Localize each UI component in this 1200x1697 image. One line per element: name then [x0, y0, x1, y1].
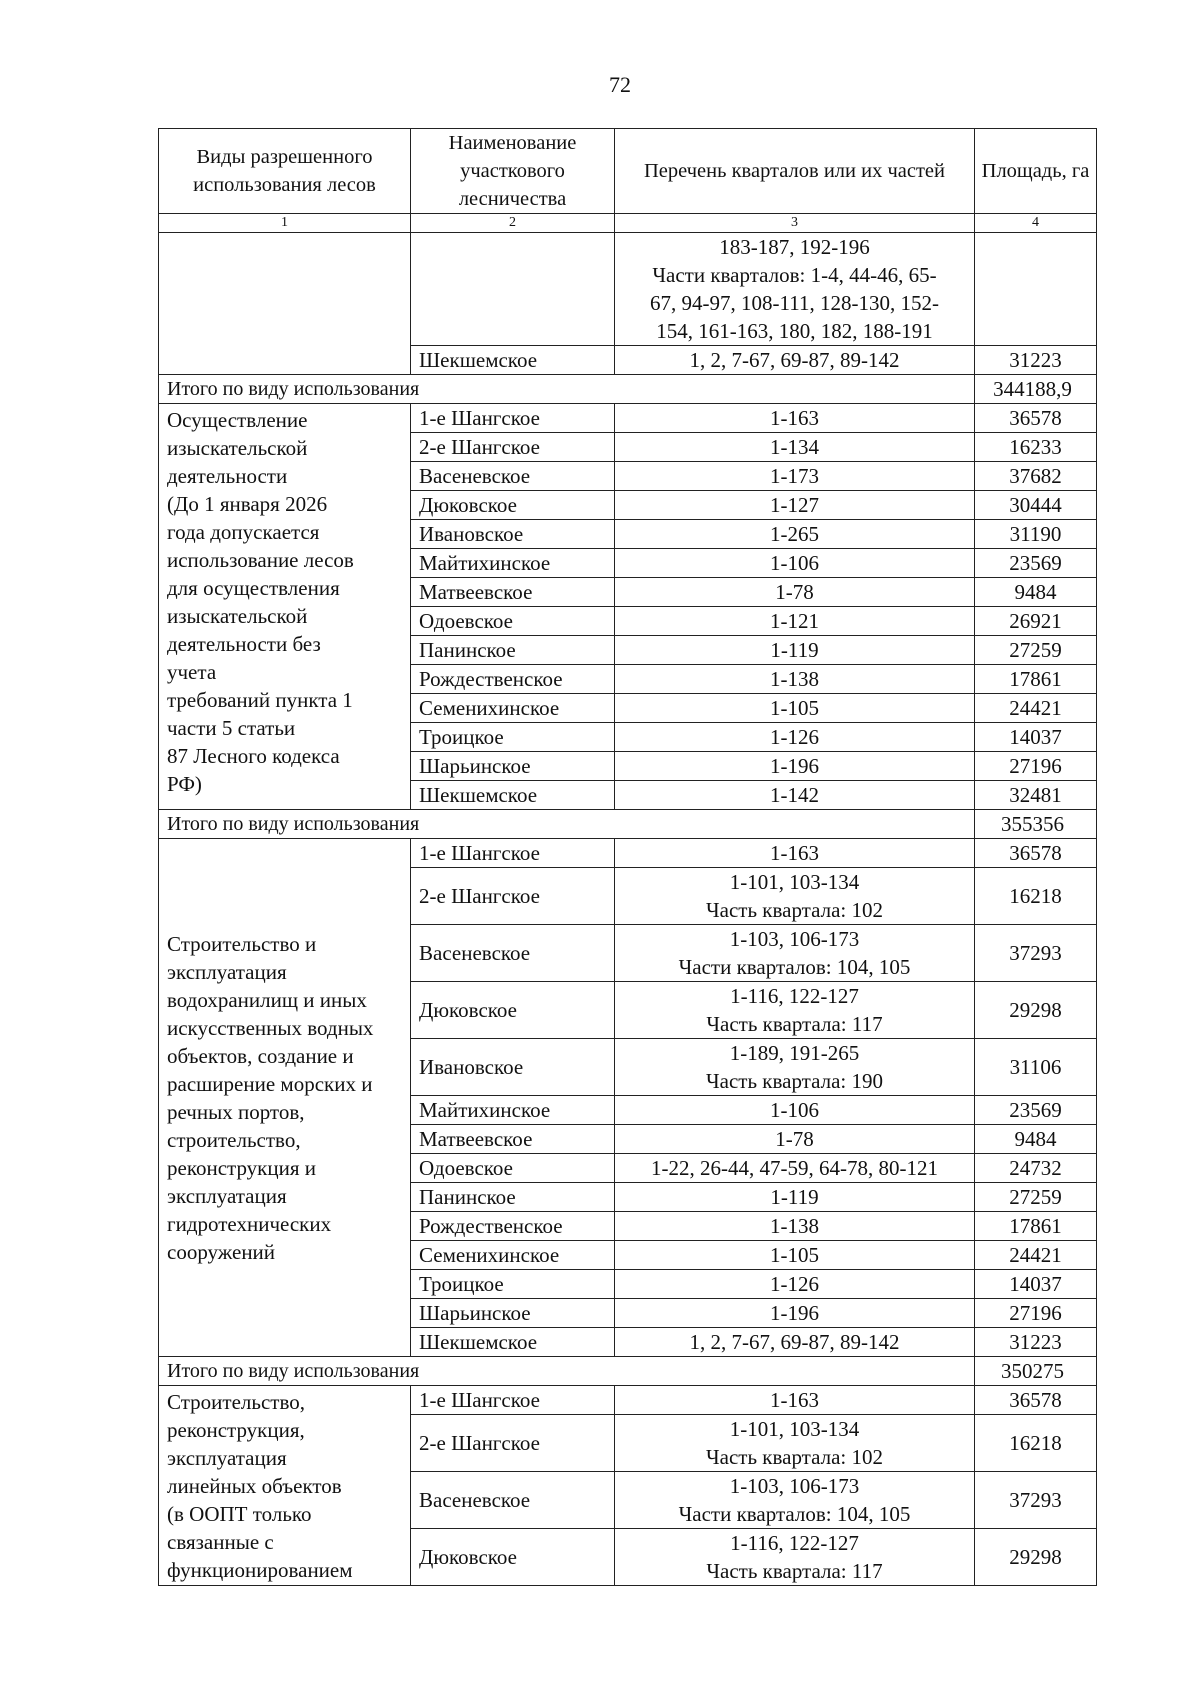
quarters-line: 1-105	[770, 1243, 819, 1267]
forestry-name-cell	[411, 233, 615, 346]
quarters-line: 1-163	[770, 841, 819, 865]
forestry-name-cell: Ивановское	[411, 520, 615, 549]
area-cell: 29298	[975, 1529, 1097, 1586]
use-type-line: искусственных водных	[167, 1015, 374, 1040]
forestry-name-cell: Дюковское	[411, 1529, 615, 1586]
quarters-line: Часть квартала: 117	[706, 1012, 883, 1036]
quarters-line: 1-196	[770, 1301, 819, 1325]
total-value: 355356	[975, 810, 1097, 839]
use-type-line: (До 1 января 2026	[167, 492, 328, 516]
use-type-line: для осуществления	[167, 576, 340, 600]
quarters-cell: 1-138	[615, 665, 975, 694]
use-type-line: использование лесов	[167, 548, 354, 572]
use-type-line: водохранилищ и иных	[167, 987, 367, 1012]
quarters-cell	[615, 1039, 975, 1096]
column-number-2: 2	[411, 214, 615, 233]
quarters-line: Часть квартала: 102	[705, 898, 883, 922]
quarters-line: 1-106	[770, 1098, 819, 1122]
area-cell: 36578	[975, 1386, 1097, 1415]
forestry-name-cell: Семенихинское	[411, 694, 615, 723]
use-type-line: речных портов,	[167, 1099, 305, 1124]
area-cell: 9484	[975, 1125, 1097, 1154]
use-type-line: объектов, создание и	[167, 1043, 354, 1068]
forestry-name-cell: Васеневское	[411, 925, 615, 982]
forestry-name-cell: Семенихинское	[411, 1241, 615, 1270]
quarters-line: 1-101, 103-134	[729, 1417, 860, 1441]
area-cell: 27259	[975, 1183, 1097, 1212]
use-type-line: строительство,	[167, 1127, 301, 1152]
table-row	[159, 1386, 1097, 1415]
use-type-line: 87 Лесного кодекса	[167, 744, 340, 768]
use-type-line: связанные с	[167, 1530, 274, 1554]
quarters-line: Часть квартала: 190	[705, 1069, 883, 1093]
forestry-name-cell: Матвеевское	[411, 1125, 615, 1154]
use-type-line: учета	[167, 660, 217, 684]
area-cell: 27196	[975, 1299, 1097, 1328]
area-cell: 14037	[975, 723, 1097, 752]
forestry-name-cell: Панинское	[411, 636, 615, 665]
forestry-name-cell: 1-е Шангское	[411, 839, 615, 868]
page-number: 72	[609, 72, 631, 97]
quarters-cell: 1-163	[615, 404, 975, 433]
forestry-name-cell: Шекшемское	[411, 346, 615, 375]
quarters-line: 1-163	[770, 1388, 819, 1412]
use-type-line: части 5 статьи	[167, 716, 296, 740]
total-value: 344188,9	[975, 375, 1097, 404]
quarters-cell	[615, 868, 975, 925]
table-column-numbers-row	[159, 214, 1097, 233]
total-row	[159, 375, 1097, 404]
quarters-line: Части кварталов: 104, 105	[678, 1502, 911, 1526]
quarters-cell	[615, 1472, 975, 1529]
quarters-line: 67, 94-97, 108-111, 128-130, 152-	[650, 291, 939, 315]
total-row	[159, 810, 1097, 839]
quarters-cell: 1-121	[615, 607, 975, 636]
area-cell: 32481	[975, 781, 1097, 810]
total-label: Итого по виду использования	[159, 375, 975, 404]
use-type-cell	[159, 404, 411, 810]
table-row	[159, 404, 1097, 433]
quarters-line: Часть квартала: 102	[705, 1445, 883, 1469]
use-type-line: эксплуатация	[167, 959, 287, 984]
use-type-line: Строительство и	[167, 931, 317, 956]
use-type-line: требований пункта 1	[167, 688, 353, 712]
use-type-cell-continued	[159, 233, 411, 375]
quarters-line: 183-187, 192-196	[719, 235, 870, 259]
quarters-cell: 1-127	[615, 491, 975, 520]
forestry-name-cell: Шарьинское	[411, 1299, 615, 1328]
quarters-line: 1-78	[775, 1127, 814, 1151]
use-type-line: деятельности без	[167, 632, 321, 656]
use-type-cell	[159, 839, 411, 1357]
quarters-line: 1-101, 103-134	[729, 870, 860, 894]
quarters-line: Части кварталов: 104, 105	[678, 955, 911, 979]
area-cell	[975, 233, 1097, 346]
use-type-line: сооружений	[167, 1239, 276, 1264]
area-cell: 27259	[975, 636, 1097, 665]
quarters-line: 1-189, 191-265	[729, 1041, 860, 1065]
area-cell: 31223	[975, 1328, 1097, 1357]
area-cell: 31106	[975, 1039, 1097, 1096]
quarters-cell	[615, 925, 975, 982]
quarters-line: 1-119	[770, 1185, 819, 1209]
quarters-cell	[615, 1386, 975, 1415]
header-quarters-list: Перечень кварталов или их частей	[615, 129, 975, 214]
quarters-cell: 1-126	[615, 723, 975, 752]
quarters-cell	[615, 1415, 975, 1472]
area-cell: 26921	[975, 607, 1097, 636]
quarters-cell: 1-78	[615, 578, 975, 607]
quarters-cell	[615, 839, 975, 868]
forestry-name-cell: Одоевское	[411, 607, 615, 636]
quarters-line: 1, 2, 7-67, 69-87, 89-142	[689, 1330, 900, 1354]
area-cell: 37293	[975, 1472, 1097, 1529]
forestry-name-cell: Майтихинское	[411, 1096, 615, 1125]
area-cell: 37293	[975, 925, 1097, 982]
area-cell: 37682	[975, 462, 1097, 491]
header-area: Площадь, га	[975, 129, 1097, 214]
table-row	[159, 839, 1097, 868]
use-type-line: эксплуатация	[167, 1183, 287, 1208]
area-cell: 23569	[975, 1096, 1097, 1125]
quarters-cell	[615, 1096, 975, 1125]
quarters-cell: 1-106	[615, 549, 975, 578]
quarters-cell	[615, 1183, 975, 1212]
forestry-name-cell: Шекшемское	[411, 781, 615, 810]
column-number-4: 4	[975, 214, 1097, 233]
quarters-cell	[615, 1125, 975, 1154]
area-cell: 16233	[975, 433, 1097, 462]
use-type-line: расширение морских и	[167, 1071, 373, 1096]
area-cell: 17861	[975, 1212, 1097, 1241]
use-type-line: эксплуатация	[167, 1446, 287, 1470]
quarters-cell-continued	[615, 233, 975, 346]
use-type-line: реконструкция и	[167, 1155, 316, 1180]
area-cell: 30444	[975, 491, 1097, 520]
use-type-cell	[159, 1386, 411, 1586]
quarters-cell	[615, 1241, 975, 1270]
table-header-row	[159, 129, 1097, 214]
forestry-name-cell: Васеневское	[411, 1472, 615, 1529]
quarters-line: 1-116, 122-127	[730, 984, 859, 1008]
area-cell: 16218	[975, 868, 1097, 925]
use-type-line: РФ)	[167, 772, 202, 796]
quarters-cell	[615, 1299, 975, 1328]
quarters-line: 1-138	[770, 1214, 819, 1238]
total-value: 350275	[975, 1357, 1097, 1386]
total-label: Итого по виду использования	[159, 810, 975, 839]
total-row	[159, 1357, 1097, 1386]
use-type-line: линейных объектов	[167, 1474, 342, 1498]
quarters-cell	[615, 1529, 975, 1586]
area-cell: 17861	[975, 665, 1097, 694]
quarters-cell	[615, 1212, 975, 1241]
forestry-name-cell: 1-е Шангское	[411, 404, 615, 433]
total-label: Итого по виду использования	[159, 1357, 975, 1386]
quarters-cell	[615, 982, 975, 1039]
forest-use-table	[158, 128, 1097, 1586]
forestry-name-cell: Панинское	[411, 1183, 615, 1212]
area-cell: 9484	[975, 578, 1097, 607]
use-type-line: года допускается	[167, 520, 320, 544]
area-cell: 31190	[975, 520, 1097, 549]
use-type-line: реконструкция,	[167, 1418, 305, 1442]
forestry-name-cell: 1-е Шангское	[411, 1386, 615, 1415]
forestry-name-cell: Шарьинское	[411, 752, 615, 781]
use-type-line: функционированием	[167, 1558, 353, 1582]
forestry-name-cell: Троицкое	[411, 723, 615, 752]
forestry-name-cell: Майтихинское	[411, 549, 615, 578]
quarters-cell	[615, 1154, 975, 1183]
forestry-name-cell: Дюковское	[411, 491, 615, 520]
area-cell: 29298	[975, 982, 1097, 1039]
forestry-name-cell: Шекшемское	[411, 1328, 615, 1357]
quarters-cell: 1-173	[615, 462, 975, 491]
quarters-cell: 1, 2, 7-67, 69-87, 89-142	[615, 346, 975, 375]
use-type-line: Осуществление	[167, 408, 308, 432]
use-type-line: гидротехнических	[167, 1211, 332, 1236]
forestry-name-cell: Матвеевское	[411, 578, 615, 607]
area-cell: 27196	[975, 752, 1097, 781]
quarters-cell: 1-105	[615, 694, 975, 723]
quarters-line: 1-103, 106-173	[729, 927, 860, 951]
area-cell: 31223	[975, 346, 1097, 375]
area-cell: 36578	[975, 404, 1097, 433]
quarters-line: 1-116, 122-127	[730, 1531, 859, 1555]
area-cell: 16218	[975, 1415, 1097, 1472]
use-type-line: деятельности	[167, 464, 288, 488]
forestry-name-cell: Троицкое	[411, 1270, 615, 1299]
quarters-line: 1-103, 106-173	[729, 1474, 860, 1498]
forestry-name-cell: Ивановское	[411, 1039, 615, 1096]
forestry-name-cell: 2-е Шангское	[411, 433, 615, 462]
quarters-line: Части кварталов: 1-4, 44-46, 65-	[652, 263, 937, 287]
forestry-name-cell: Одоевское	[411, 1154, 615, 1183]
area-cell: 24421	[975, 1241, 1097, 1270]
quarters-cell: 1-265	[615, 520, 975, 549]
column-number-3: 3	[615, 214, 975, 233]
quarters-line: Часть квартала: 117	[706, 1559, 883, 1583]
use-type-line: изыскательской	[167, 436, 308, 460]
quarters-cell: 1-142	[615, 781, 975, 810]
quarters-line: 1-126	[770, 1272, 819, 1296]
header-forestry-name: Наименование участкового лесничества	[411, 129, 615, 214]
forestry-name-cell: 2-е Шангское	[411, 868, 615, 925]
column-number-1: 1	[159, 214, 411, 233]
use-type-line: Строительство,	[167, 1390, 305, 1414]
forestry-name-cell: Рождественское	[411, 1212, 615, 1241]
forestry-name-cell: 2-е Шангское	[411, 1415, 615, 1472]
area-cell: 14037	[975, 1270, 1097, 1299]
area-cell: 24732	[975, 1154, 1097, 1183]
table-row	[159, 233, 1097, 346]
area-cell: 24421	[975, 694, 1097, 723]
header-use-type: Виды разрешенного использования лесов	[159, 129, 411, 214]
area-cell: 36578	[975, 839, 1097, 868]
quarters-cell: 1-196	[615, 752, 975, 781]
use-type-line: изыскательской	[167, 604, 308, 628]
use-type-line: (в ООПТ только	[167, 1502, 312, 1526]
quarters-cell	[615, 1270, 975, 1299]
forestry-name-cell: Рождественское	[411, 665, 615, 694]
forestry-name-cell: Васеневское	[411, 462, 615, 491]
quarters-cell	[615, 1328, 975, 1357]
area-cell: 23569	[975, 549, 1097, 578]
quarters-line: 1-22, 26-44, 47-59, 64-78, 80-121	[651, 1156, 938, 1180]
quarters-cell: 1-134	[615, 433, 975, 462]
quarters-line: 154, 161-163, 180, 182, 188-191	[656, 319, 933, 343]
quarters-cell: 1-119	[615, 636, 975, 665]
forestry-name-cell: Дюковское	[411, 982, 615, 1039]
